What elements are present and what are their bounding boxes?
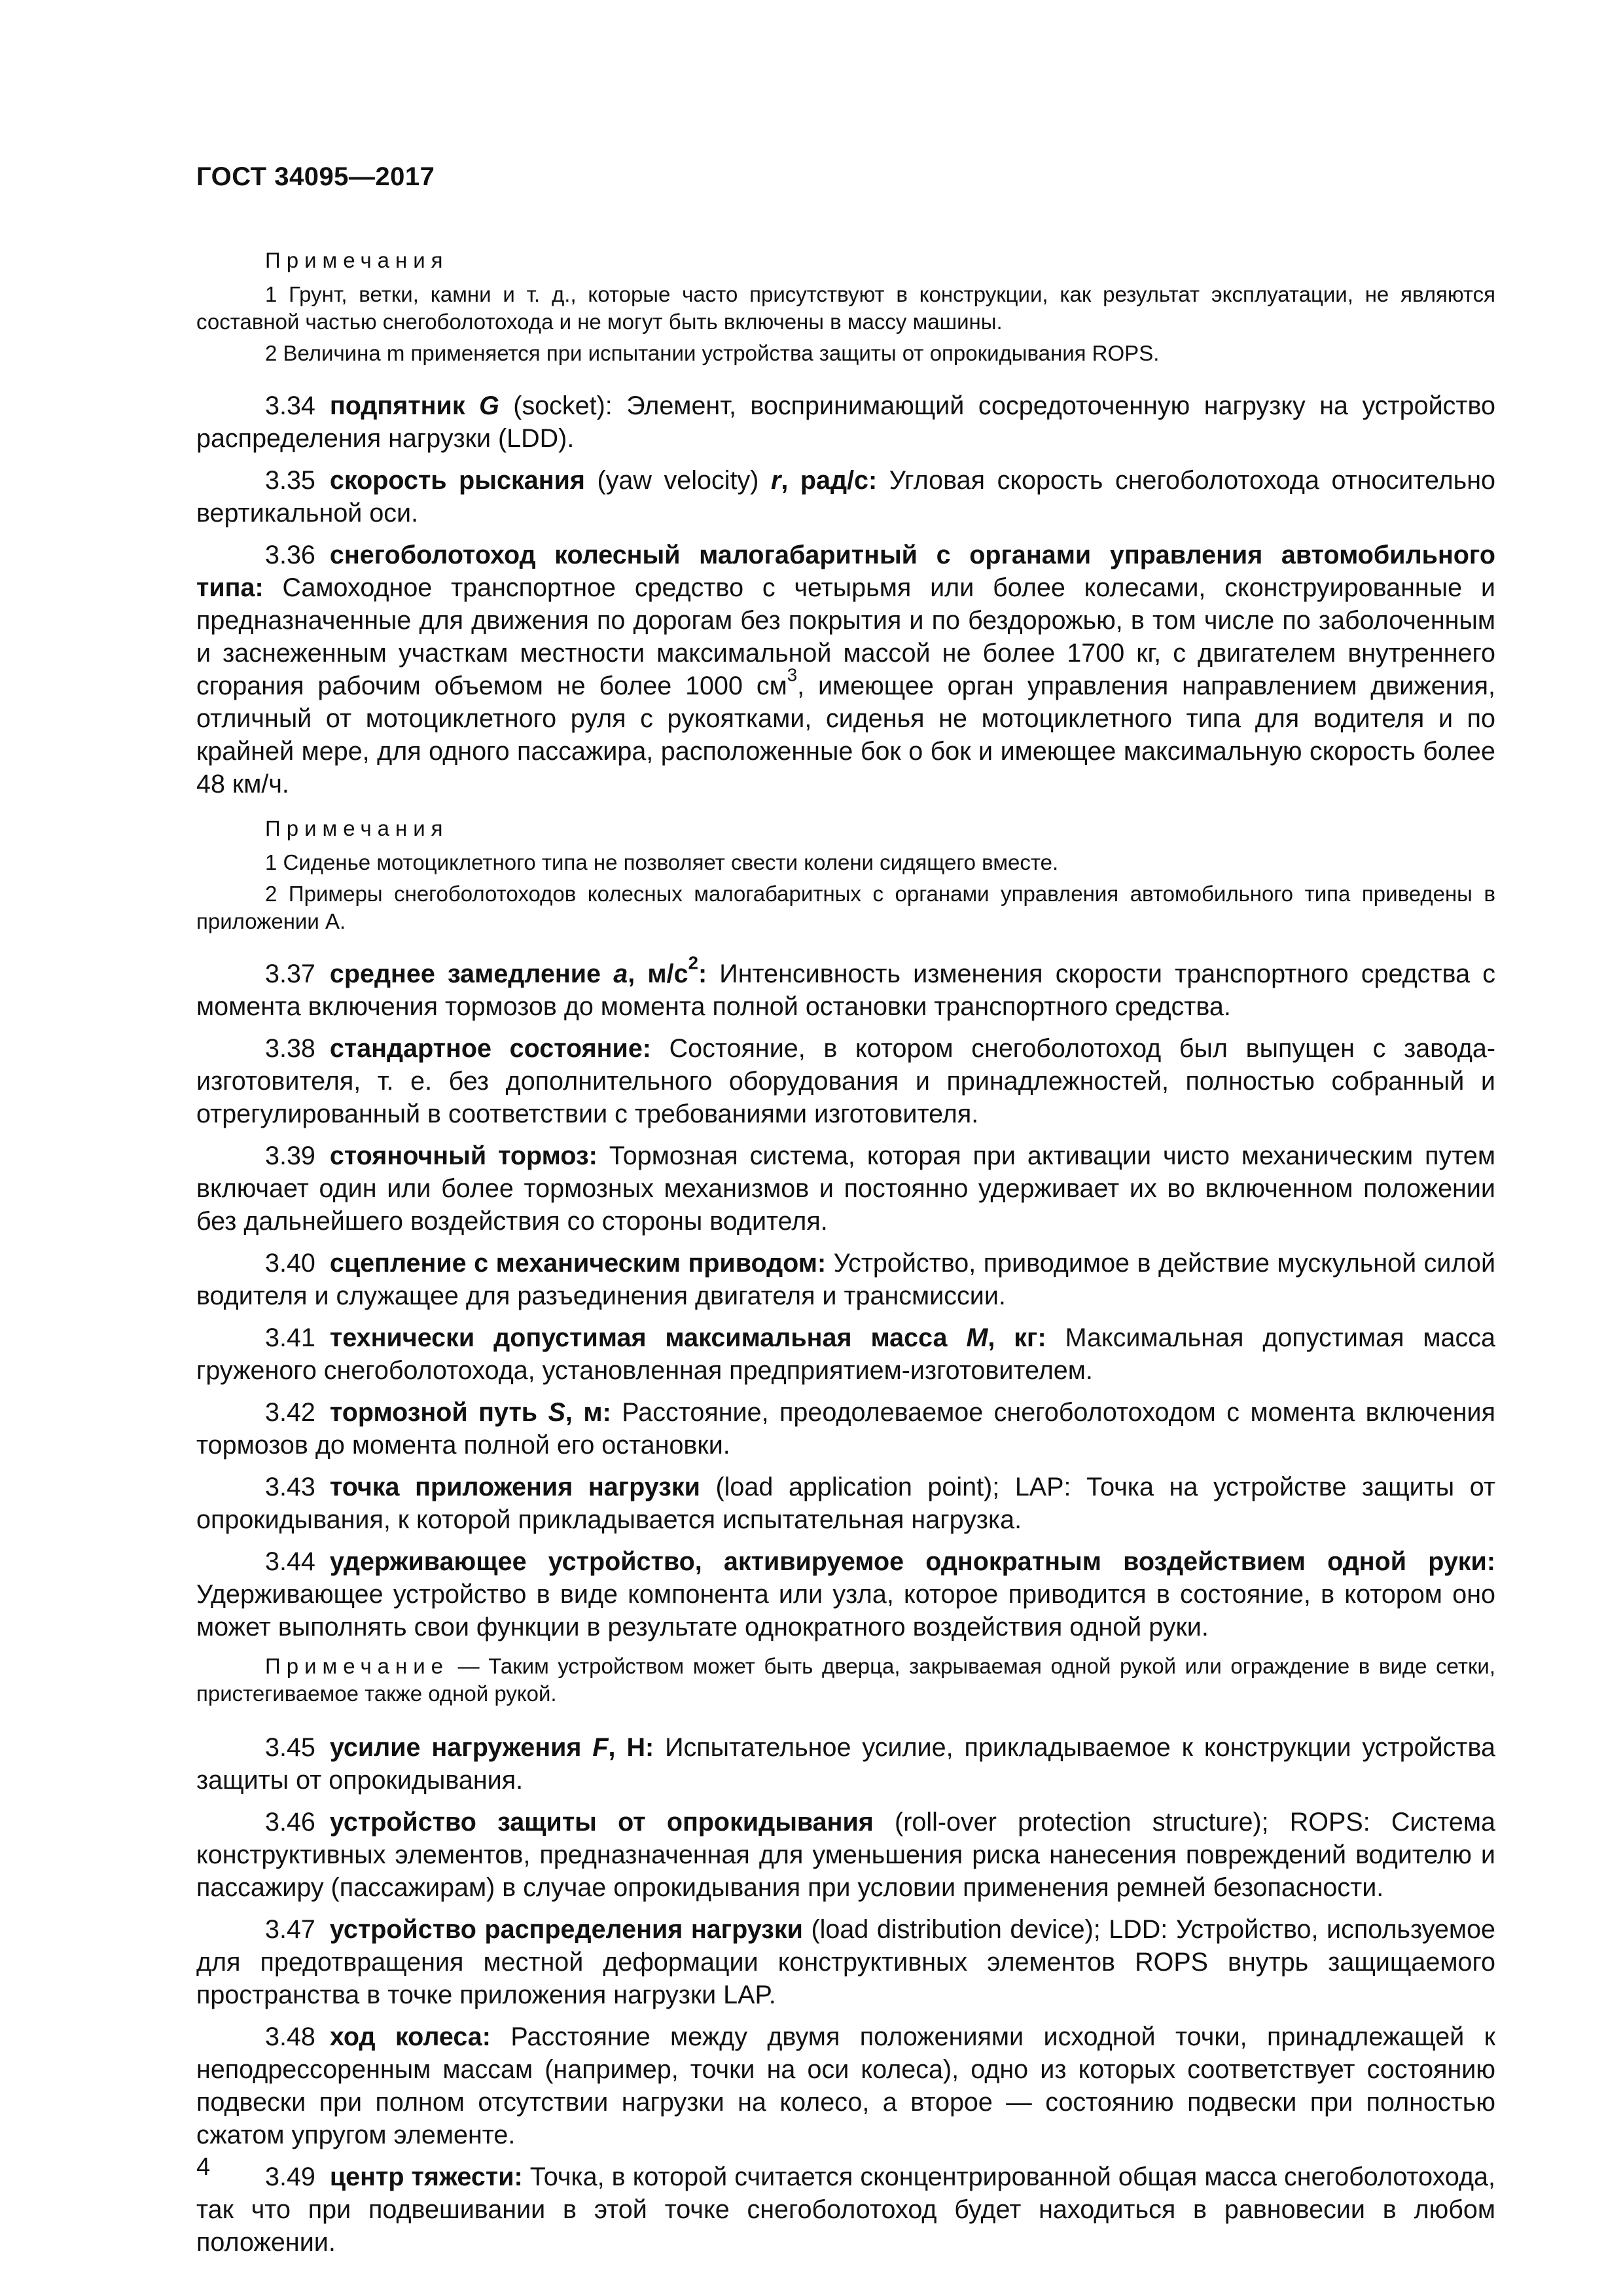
term-3-35	[196, 464, 1495, 529]
term-number: 3.38	[265, 1034, 315, 1063]
term-number: 3.43	[265, 1473, 315, 1501]
term-definition-cont: , имеющее орган управления направлением движения, отличный от мотоциклетного руля с рукоятками, сиденья не мотоциклетного типа для водителя и по крайней мере, для одного пассажира, расположенные бок о бок и имеющее максимальную скорость более 48 км/ч.	[196, 672, 1495, 798]
term-definition: Угловая скорость снегоболотохода относительно вертикальной оси.	[196, 466, 1496, 528]
term-definition: Испытательное усилие, прикладываемое к конструкции устройства защиты от опрокидывания.	[196, 1733, 1495, 1795]
standard-header: ГОСТ 34095—2017	[196, 162, 435, 191]
term-3-43	[196, 1471, 1495, 1536]
note-label: Примечание	[265, 1654, 450, 1678]
term-definition: Точка на устройстве защиты от опрокидывания, к которой прикладывается испытательная нагрузка.	[196, 1473, 1495, 1534]
term-unit: , м:	[565, 1398, 611, 1427]
term-number: 3.35	[265, 466, 315, 495]
superscript: 3	[787, 664, 798, 685]
note-item: 2 Величина m применяется при испытании устройства защиты от опрокидывания ROPS.	[265, 341, 1160, 365]
term-3-39	[196, 1139, 1495, 1238]
term-number: 3.46	[265, 1808, 315, 1837]
term-unit: , кг:	[988, 1323, 1046, 1352]
term-number: 3.47	[265, 1915, 315, 1944]
term-name: среднее замедление	[329, 960, 601, 988]
term-name: центр тяжести:	[329, 2162, 523, 2191]
term-3-37	[196, 952, 1495, 1023]
term-english: (load application point); LAP:	[700, 1473, 1071, 1501]
term-symbol: G	[479, 391, 499, 420]
term-number: 3.36	[265, 541, 315, 569]
term-name: точка приложения нагрузки	[329, 1473, 700, 1501]
term-name: устройство распределения нагрузки	[329, 1915, 803, 1944]
term-number: 3.45	[265, 1733, 315, 1762]
term-3-44	[196, 1545, 1495, 1643]
term-definition: Самоходное транспортное средство с четырьмя или более колесами, сконструированные и предназначенные для движения по дорогам без покрытия и по бездорожью, в том числе по заболоченным и заснеженным участкам местности максимальной массой не более 1700 кг, с двигателем внутреннего сгорания рабочим объемом не более 1000 см	[196, 573, 1495, 700]
term-definition: Максимальная допустимая масса груженого снегоболотохода, установленная предприятием-изготовителем.	[196, 1323, 1495, 1385]
term-number: 3.49	[265, 2162, 315, 2191]
term-3-46	[196, 1806, 1495, 1904]
term-3-42	[196, 1396, 1495, 1462]
term-name: стояночный тормоз:	[329, 1141, 597, 1170]
notes-title: Примечания	[265, 248, 449, 272]
note-item: 2 Примеры снегоболотоходов колесных малогабаритных с органами управления автомобильного типа приведены в приложении А.	[196, 882, 1495, 933]
document-body	[196, 232, 1495, 2268]
term-3-38	[196, 1032, 1495, 1130]
term-definition: Удерживающее устройство в виде компонента или узла, которое приводится в состояние, в котором оно может выполнять свои функции в результате однократного воздействия одной руки.	[196, 1580, 1495, 1641]
term-3-34	[196, 389, 1495, 455]
term-number: 3.40	[265, 1249, 315, 1278]
term-number: 3.37	[265, 960, 315, 988]
term-symbol: S	[548, 1398, 565, 1427]
superscript: 2	[688, 952, 698, 973]
note-single	[196, 1653, 1495, 1708]
term-name: ход колеса:	[329, 2022, 491, 2051]
note-text: — Таким устройством может быть дверца, закрываемая одной рукой или ограждение в виде сетки, пристегиваемое также одной рукой.	[196, 1654, 1495, 1706]
term-definition: Состояние, в котором снегоболотоход был выпущен с завода-изготовителя, т. е. без дополнительного оборудования и принадлежностей, полностью собранный и отрегулированный в соответствии с требованиями изготовителя.	[196, 1034, 1495, 1128]
term-3-49	[196, 2161, 1495, 2259]
term-3-36	[196, 539, 1495, 800]
notes-title: Примечания	[265, 816, 449, 840]
term-number: 3.41	[265, 1323, 315, 1352]
term-english: (load distribution device); LDD:	[802, 1915, 1168, 1944]
term-colon: :	[698, 960, 707, 988]
term-number: 3.44	[265, 1547, 315, 1576]
term-definition: Расстояние между двумя положениями исходной точки, принадлежащей к неподрессоренным массам (например, точки на оси колеса), одно из которых соответствует состоянию подвески при полном отсутствии нагрузки на колесо, а второе — состоянию подвески при полностью сжатом упругом элементе.	[196, 2022, 1496, 2149]
term-definition: Точка, в которой считается сконцентрированной общая масса снегоболотохода, так что при подвешивании в этой точке снегоболотоход будет находиться в равновесии в любом положении.	[196, 2162, 1495, 2257]
term-3-47	[196, 1913, 1495, 2011]
term-definition: Устройство, используемое для предотвращения местной деформации конструктивных элементов ROPS внутрь защищаемого пространства в точке приложения нагрузки LAP.	[196, 1915, 1496, 2009]
term-definition: Тормозная система, которая при активации чисто механическим путем включает один или более тормозных механизмов и постоянно удерживает их во включенном положении без дальнейшего воздействия со стороны водителя.	[196, 1141, 1495, 1236]
term-unit: , рад/с:	[781, 466, 878, 495]
notes-block-mid	[196, 815, 1495, 935]
term-definition: Элемент, воспринимающий сосредоточенную нагрузку на устройство распределения нагрузки (LDD).	[196, 391, 1495, 453]
term-name: технически допустимая максимальная масса	[329, 1323, 948, 1352]
term-name: подпятник	[329, 391, 465, 420]
term-name: тормозной путь	[329, 1398, 538, 1427]
term-unit: , Н:	[608, 1733, 654, 1762]
term-name: усилие нагружения	[329, 1733, 582, 1762]
term-definition: Система конструктивных элементов, предназначенная для уменьшения риска нанесения повреждений водителю и пассажиру (пассажирам) в случае опрокидывания при условии применения ремней безопасности.	[196, 1808, 1495, 1902]
term-definition: Расстояние, преодолеваемое снегоболотоходом с момента включения тормозов до момента полной его остановки.	[196, 1398, 1495, 1460]
term-symbol: r	[770, 466, 781, 495]
page-number: 4	[196, 2153, 211, 2181]
term-3-41	[196, 1321, 1495, 1387]
term-definition: Интенсивность изменения скорости транспортного средства с момента включения тормозов до момента полной остановки транспортного средства.	[196, 960, 1495, 1021]
term-symbol: a	[613, 960, 628, 988]
term-number: 3.48	[265, 2022, 315, 2051]
term-name: удерживающее устройство, активируемое однократным воздействием одной руки:	[329, 1547, 1495, 1576]
term-english: (yaw velocity)	[584, 466, 759, 495]
term-english: (socket):	[499, 391, 613, 420]
term-name: скорость рыскания	[329, 466, 585, 495]
term-name: устройство защиты от опрокидывания	[329, 1808, 874, 1837]
term-3-48	[196, 2020, 1495, 2151]
term-3-40	[196, 1247, 1495, 1312]
note-item: 1 Сиденье мотоциклетного типа не позволяет свести колени сидящего вместе.	[265, 850, 1059, 874]
term-symbol: M	[966, 1323, 988, 1352]
term-number: 3.39	[265, 1141, 315, 1170]
term-number: 3.34	[265, 391, 315, 420]
term-symbol: F	[592, 1733, 609, 1762]
term-number: 3.42	[265, 1398, 315, 1427]
term-english: (roll-over protection structure); ROPS:	[873, 1808, 1370, 1837]
term-name: снегоболотоход колесный малогабаритный с органами управления автомобильного типа:	[196, 541, 1495, 602]
term-3-45	[196, 1731, 1495, 1797]
term-definition: Устройство, приводимое в действие мускульной силой водителя и служащее для разъединения двигателя и трансмиссии.	[196, 1249, 1496, 1310]
note-item: 1 Грунт, ветки, камни и т. д., которые часто присутствуют в конструкции, как результат эксплуатации, не являются составной частью снегоболотохода и не могут быть включены в массу машины.	[196, 282, 1495, 334]
notes-block-top	[196, 247, 1495, 367]
term-name: стандартное состояние:	[329, 1034, 651, 1063]
term-unit: , м/с	[628, 960, 688, 988]
term-name: сцепление с механическим приводом:	[329, 1249, 827, 1278]
